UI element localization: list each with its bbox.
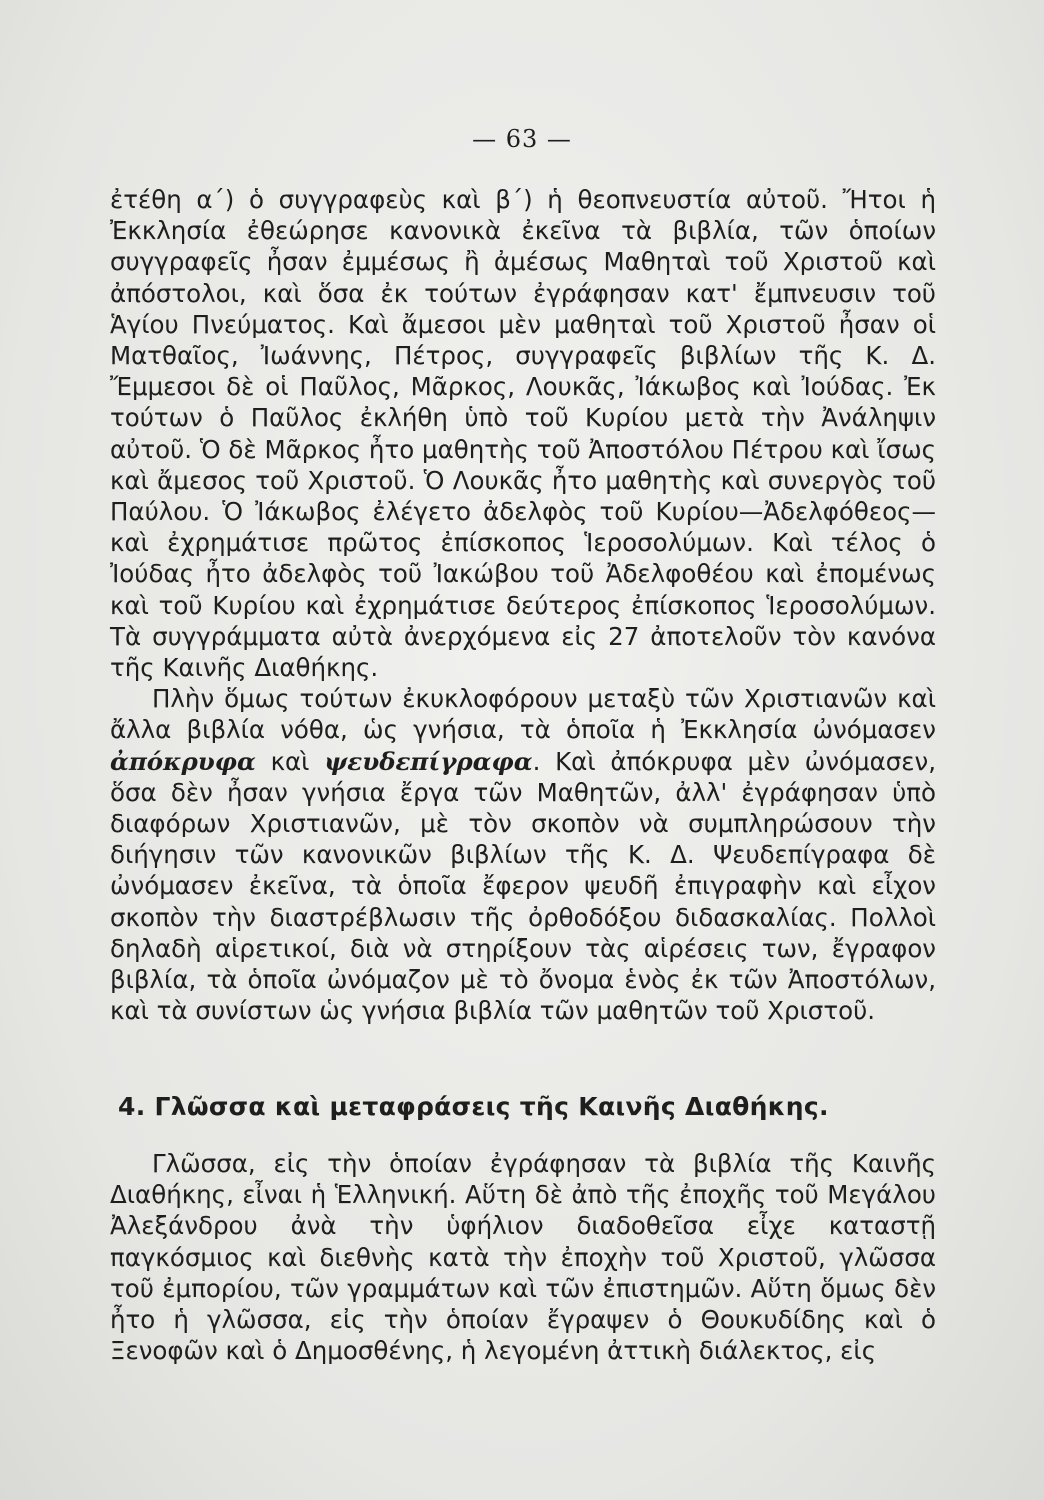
paragraph-apocrypha (110, 683, 936, 1026)
term-pseudepigrapha: ψευδεπίγραφα (324, 746, 533, 776)
apocrypha-text-a: Πλὴν ὅμως τούτων ἐκυκλοφόρουν μεταξὺ τῶν Χριστιανῶν καὶ ἄλλα βιβλία νόθα, ὡς γνήσια, τὰ ὁποῖα ἡ Ἐκκλησία ὠνόμασεν (110, 684, 936, 745)
apocrypha-text-b: καὶ (255, 746, 325, 776)
main-text-block (110, 184, 936, 1026)
apocrypha-text-c: . Καὶ ἀπόκρυφα μὲν ὠνόμασεν, ὅσα δὲν ἦσαν γνήσια ἔργα τῶν Μαθητῶν, ἀλλ' ἐγράφησαν ὑπὸ διαφόρων Χριστιανῶν, μὲ τὸν σκοπὸν νὰ συμπληρώσουν τὴν διήγησιν τῶν κανονικῶν βιβλίων τῆς Κ. Δ. Ψευδεπίγραφα δὲ ὠνόμασεν ἐκεῖνα, τὰ ὁποῖα ἔφερον ψευδῆ ἐπιγραφὴν καὶ εἶχον σκοπὸν τὴν διαστρέβλωσιν τῆς ὀρθοδόξου διδασκαλίας. Πολλοὶ δηλαδὴ αἱρετικοί, διὰ νὰ στηρίξουν τὰς αἱρέσεις των, ἔγραφον βιβλία, τὰ ὁποῖα ὠνόμαζον μὲ τὸ ὄνομα ἑνὸς ἐκ τῶν Ἀποστόλων, καὶ τὰ συνίστων ὡς γνήσια βιβλία τῶν μαθητῶν τοῦ Χριστοῦ. (110, 746, 936, 1026)
paragraph-canon-authors: ἐτέθη α΄) ὁ συγγραφεὺς καὶ β΄) ἡ θεοπνευστία αὐτοῦ. Ἤτοι ἡ Ἐκκλησία ἐθεώρησε κανονικὰ ἐκεῖνα τὰ βιβλία, τῶν ὁποίων συγγραφεῖς ἦσαν ἐμμέσως ἢ ἀμέσως Μαθηταὶ τοῦ Χριστοῦ καὶ ἀπόστολοι, καὶ ὅσα ἐκ τούτων ἐγράφησαν κατ' ἔμπνευσιν τοῦ Ἁγίου Πνεύματος. Καὶ ἄμεσοι μὲν μαθηταὶ τοῦ Χριστοῦ ἦσαν οἱ Ματθαῖος, Ἰωάννης, Πέτρος, συγγραφεῖς βιβλίων τῆς Κ. Δ. Ἔμμεσοι δὲ οἱ Παῦλος, Μᾶρκος, Λουκᾶς, Ἰάκωβος καὶ Ἰούδας. Ἐκ τούτων ὁ Παῦλος ἐκλήθη ὑπὸ τοῦ Κυρίου μετὰ τὴν Ἀνάληψιν αὐτοῦ. Ὁ δὲ Μᾶρκος ἦτο μαθητὴς τοῦ Ἀποστόλου Πέτρου καὶ ἴσως καὶ ἄμεσος τοῦ Χριστοῦ. Ὁ Λουκᾶς ἦτο μαθητὴς καὶ συνεργὸς τοῦ Παύλου. Ὁ Ἰάκωβος ἐλέγετο ἀδελφὸς τοῦ Κυρίου—Ἀδελφόθεος—καὶ ἐχρημάτισε πρῶτος ἐπίσκοπος Ἱεροσολύμων. Καὶ τέλος ὁ Ἰούδας ἦτο ἀδελφὸς τοῦ Ἰακώβου τοῦ Ἀδελφοθέου καὶ ἐπομένως καὶ τοῦ Κυρίου καὶ ἐχρημάτισε δεύτερος ἐπίσκοπος Ἱεροσολύμων. Τὰ συγγράμματα αὐτὰ ἀνερχόμενα εἰς 27 ἀποτελοῦν τὸν κανόνα τῆς Καινῆς Διαθήκης. (110, 185, 936, 683)
term-apokrypha: ἀπόκρυφα (110, 746, 256, 776)
page-number: — 63 — (472, 125, 572, 153)
paragraph-language: Γλῶσσα, εἰς τὴν ὁποίαν ἐγράφησαν τὰ βιβλία τῆς Καινῆς Διαθήκης, εἶναι ἡ Ἑλληνική. Αὕτη δὲ ἀπὸ τῆς ἐποχῆς τοῦ Μεγάλου Ἀλεξάνδρου ἀνὰ τὴν ὑφήλιον διαδοθεῖσα εἶχε καταστῇ παγκόσμιος καὶ διεθνὴς κατὰ τὴν ἐποχὴν τοῦ Χριστοῦ, γλῶσσα τοῦ ἐμπορίου, τῶν γραμμάτων καὶ τῶν ἐπιστημῶν. Αὕτη ὅμως δὲν ἦτο ἡ γλῶσσα, εἰς τὴν ὁποίαν ἔγραψεν ὁ Θουκυδίδης καὶ ὁ Ξενοφῶν καὶ ὁ Δημοσθένης, ἡ λεγομένη ἀττικὴ διάλεκτος, εἰς (110, 1149, 936, 1366)
section-heading: 4. Γλῶσσα καὶ μεταφράσεις τῆς Καινῆς Διαθήκης. (118, 1092, 829, 1121)
section-text-block (110, 1148, 936, 1366)
